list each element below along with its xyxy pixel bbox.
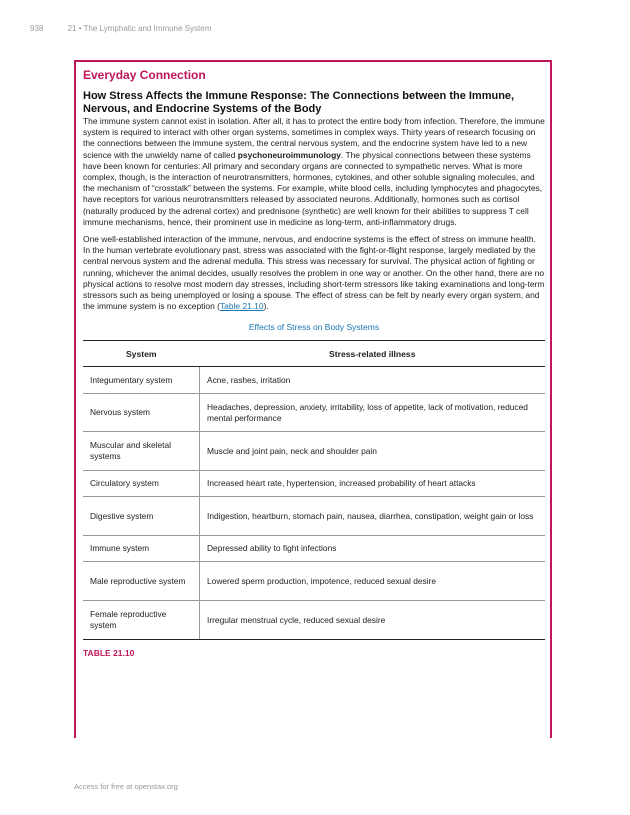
table-row [83, 536, 545, 562]
table-row [83, 471, 545, 497]
chapter-title: 21 • The Lymphatic and Immune System [67, 24, 212, 33]
page-footer: Access for free at openstax.org [74, 782, 178, 791]
table-row [83, 432, 545, 471]
illness-cell: Acne, rashes, irritation [200, 367, 546, 394]
illness-cell: Indigestion, heartburn, stomach pain, nausea, diarrhea, constipation, weight gain or loss [200, 497, 546, 536]
stress-effects-table [83, 340, 545, 640]
paragraph-2: One well-established interaction of the immune, nervous, and endocrine systems is the effect of stress on immune health. In the human vertebrate evolutionary past, stress was associated with the fight-or-flight response, largely mediated by the central nervous system and the adrenal medulla. This stress was necessary for survival. The physical action of fighting or running, whichever the animal decides, usually resolves the problem in one way or another. On the other hand, there are no physical actions to resolve most modern day stresses, including short-term stressors like taking examinations and long-term stressors such as being unemployed or losing a spouse. The effect of stress can be felt by nearly every organ system, and the immune system is no exception (Table 21.10). [83, 234, 545, 312]
system-cell: Digestive system [83, 497, 200, 536]
system-cell: Female reproductive system [83, 601, 200, 640]
paragraph-1: The immune system cannot exist in isolation. After all, it has to protect the entire body from infection. Therefore, the immune system is required to interact with other organ systems, sometimes in complex ways. Thirty years of research focusing on the connections between the immune system, the central nervous system, and the endocrine system have led to a new science with the unwieldy name of called psychoneuroimmunology. The physical connections between these systems have been known for centuries: All primary and secondary organs are connected to sympathetic nerves. What is more complex, though, is the interaction of neurotransmitters, hormones, cytokines, and other soluble signaling molecules, and the mechanism of “crosstalk” between the systems. For example, white blood cells, including lymphocytes and phagocytes, have receptors for various neurotransmitters released by associated neurons. Additionally, hormones such as cortisol (naturally produced by the adrenal cortex) and prednisone (synthetic) are well known for their abilities to suppress T cell immune mechanisms, hence, their prominent use in medicine as long-term, anti-inflammatory drugs. [83, 116, 545, 227]
system-cell: Muscular and skeletal systems [83, 432, 200, 471]
illness-cell: Headaches, depression, anxiety, irritability, loss of appetite, lack of motivation, reduced mental performance [200, 394, 546, 432]
system-cell: Male reproductive system [83, 562, 200, 601]
table-label: TABLE 21.10 [83, 648, 135, 659]
column-header-system: System [83, 341, 200, 367]
section-title: How Stress Affects the Immune Response: The Connections between the Immune, Nervous, and Endocrine Systems of the Body [83, 90, 515, 115]
page-number: 938 [30, 24, 44, 33]
everyday-connection-box [74, 60, 552, 738]
table-reference-link[interactable]: Table 21.10 [219, 301, 264, 312]
illness-cell: Increased heart rate, hypertension, increased probability of heart attacks [200, 471, 546, 497]
illness-cell: Depressed ability to fight infections [200, 536, 546, 562]
feature-label: Everyday Connection [83, 68, 206, 82]
table-row [83, 497, 545, 536]
system-cell: Circulatory system [83, 471, 200, 497]
table-header-row [83, 341, 545, 367]
running-header [30, 24, 211, 33]
table-row [83, 562, 545, 601]
column-header-illness: Stress-related illness [200, 341, 546, 367]
system-cell: Immune system [83, 536, 200, 562]
key-term: psychoneuroimmunology [237, 149, 341, 160]
illness-cell: Irregular menstrual cycle, reduced sexual desire [200, 601, 546, 640]
system-cell: Nervous system [83, 394, 200, 432]
illness-cell: Lowered sperm production, impotence, reduced sexual desire [200, 562, 546, 601]
table-caption: Effects of Stress on Body Systems [248, 322, 380, 333]
system-cell: Integumentary system [83, 367, 200, 394]
table-row [83, 367, 545, 394]
table-row [83, 601, 545, 640]
illness-cell: Muscle and joint pain, neck and shoulder pain [200, 432, 546, 471]
table-row [83, 394, 545, 432]
